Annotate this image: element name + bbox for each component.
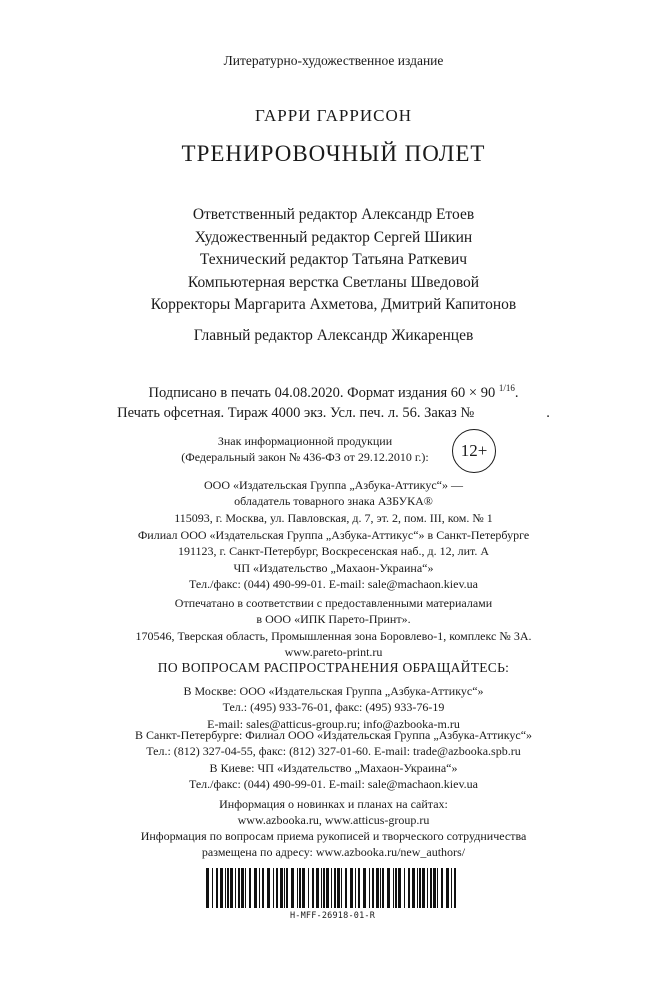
publisher-line: ООО «Издательская Группа „Азбука-Аттикус“» — (204, 478, 463, 492)
credit-line: Технический редактор Татьяна Раткевич (199, 251, 468, 268)
publisher-block-machaon (0, 560, 667, 593)
print-info-line-2 (0, 403, 667, 423)
distribution-heading: ПО ВОПРОСАМ РАСПРОСТРАНЕНИЯ ОБРАЩАЙТЕСЬ: (157, 660, 510, 675)
contact-line: Информация о новинках и планах на сайтах: (219, 797, 448, 811)
publisher-block-spb (0, 527, 667, 560)
printer-line: Отпечатано в соответствии с предоставленными материалами (174, 596, 493, 610)
barcode-number: H-MFF-26918-01-R (289, 911, 376, 921)
contact-line: размещена по адресу: www.azbooka.ru/new_authors/ (201, 845, 466, 860)
print-info-period: . (546, 404, 550, 421)
credit-line: Компьютерная верстка Светланы Шведовой (187, 273, 480, 291)
printer-block (0, 595, 667, 660)
publisher-line: ЧП «Издательство „Махаон-Украина“» (233, 561, 434, 575)
format-fraction-denominator: /16 (503, 383, 515, 393)
credit-line: Ответственный редактор Александр Етоев (192, 206, 475, 223)
info-sign-line: (Федеральный закон № 436-ФЗ от 29.12.2010 г.): (181, 450, 429, 464)
book-title: ТРЕНИРОВОЧНЫЙ ПОЛЕТ (181, 141, 486, 166)
contact-line: Тел.: (812) 327-04-55, факс: (812) 327-01-60. E-mail: trade@azbooka.spb.ru (146, 744, 521, 759)
print-info-text: Печать офсетная. Тираж 4000 экз. Усл. печ. л. 56. Заказ № (117, 404, 475, 421)
chief-editor: Главный редактор Александр Жикаренцев (193, 327, 474, 344)
publisher-line: 115093, г. Москва, ул. Павловская, д. 7, эт. 2, пом. III, ком. № 1 (174, 510, 493, 525)
websites-info (0, 796, 667, 829)
barcode-image (205, 868, 460, 908)
contact-line: www.azbooka.ru, www.atticus-group.ru (237, 813, 430, 828)
printer-line: www.pareto-print.ru (284, 644, 383, 659)
contact-line: В Киеве: ЧП «Издательство „Махаон-Украина“» (209, 761, 458, 775)
publisher-block-azbuka (0, 477, 667, 526)
credit-line: Художественный редактор Сергей Шикин (194, 228, 473, 246)
credits-block (0, 204, 667, 317)
print-info-line-1 (0, 378, 667, 403)
format-fraction-numerator: 1 (498, 383, 504, 393)
contact-line: E-mail: sales@atticus-group.ru; info@azbooka-m.ru (207, 716, 460, 731)
printer-line: 170546, Тверская область, Промышленная зона Боровлево-1, комплекс № 3А. (135, 628, 532, 643)
edition-type: Литературно-художественное издание (223, 53, 444, 68)
publisher-line: Тел./факс: (044) 490-99-01. E-mail: sale@machaon.kiev.ua (188, 577, 478, 592)
age-rating-badge: 12+ (452, 429, 496, 473)
info-sign-text (160, 433, 450, 465)
print-info-period: . (514, 384, 519, 401)
publisher-line: обладатель товарного знака АЗБУКА® (234, 494, 433, 509)
contact-moscow (0, 683, 667, 732)
contact-line: Тел.: (495) 933-76-01, факс: (495) 933-76-19 (222, 700, 445, 715)
contact-line: Тел./факс: (044) 490-99-01. E-mail: sale@machaon.kiev.ua (188, 777, 478, 792)
info-sign-line: Знак информационной продукции (217, 434, 393, 448)
print-info-text: Подписано в печать 04.08.2020. Формат издания 60 × 90 (148, 384, 496, 401)
printer-line: в ООО «ИПК Парето-Принт». (256, 612, 411, 627)
info-product-sign (160, 429, 520, 473)
manuscripts-info (0, 828, 667, 861)
contact-line: В Санкт-Петербурге: Филиал ООО «Издательская Группа „Азбука-Аттикус“» (134, 728, 533, 742)
contact-spb (0, 727, 667, 760)
credit-line: Корректоры Маргарита Ахметова, Дмитрий Капитонов (150, 296, 517, 313)
print-info (0, 378, 667, 423)
contact-line: В Москве: ООО «Издательская Группа „Азбука-Аттикус“» (183, 684, 484, 698)
contact-line: Информация по вопросам приема рукописей и творческого сотрудничества (140, 829, 527, 843)
publisher-line: Филиал ООО «Издательская Группа „Азбука-Аттикус“» в Санкт-Петербурге (137, 528, 530, 542)
publisher-line: 191123, г. Санкт-Петербург, Воскресенская наб., д. 12, лит. А (177, 544, 490, 559)
author-name: ГАРРИ ГАРРИСОН (254, 106, 413, 125)
contact-kiev (0, 760, 667, 793)
